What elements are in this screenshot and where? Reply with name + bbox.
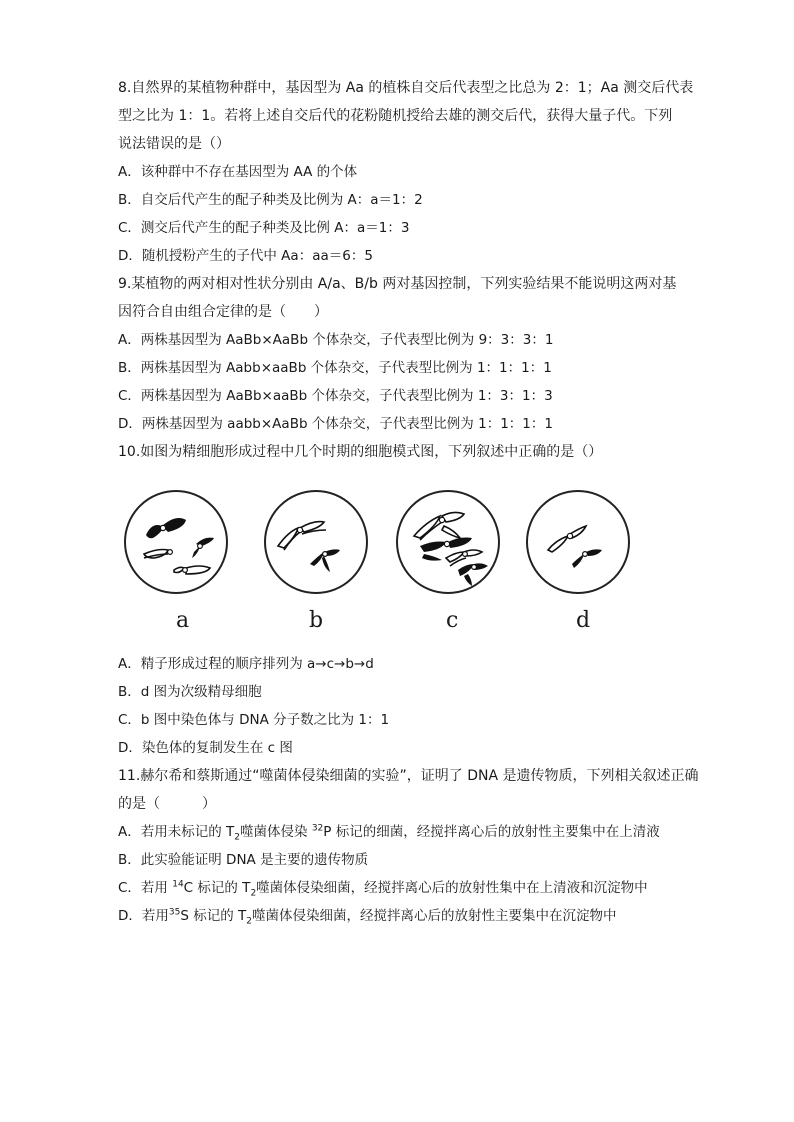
chromosome-d-2 — [572, 549, 602, 568]
chromosome-a-4 — [174, 566, 210, 574]
figure-label-d: d — [576, 608, 591, 633]
q9-option-b: B．两株基因型为 Aabb×aaBb 个体杂交，子代表型比例为 1：1：1：1 — [118, 360, 552, 376]
chromosome-b-2 — [310, 549, 340, 572]
figure-label-b: b — [309, 608, 324, 633]
q10-option-a: A．精子形成过程的顺序排列为 a→c→b→d — [118, 656, 374, 672]
figure-label-a: a — [176, 608, 190, 633]
q11-option-d-text-2: S 标记的 T — [180, 908, 247, 924]
q9-option-a: A．两株基因型为 AaBb×AaBb 个体杂交，子代表型比例为 9：3：3：1 — [118, 332, 554, 348]
cell-c — [397, 491, 499, 593]
q8-option-d: D．随机授粉产生的子代中 Aa：aa＝6：5 — [118, 248, 373, 264]
q9-stem-line-2: 因符合自由组合定律的是（ ） — [118, 304, 328, 320]
chromosome-c-1 — [414, 512, 464, 540]
q10-option-c: C．b 图中染色体与 DNA 分子数之比为 1：1 — [118, 712, 390, 728]
q11-option-d-superscript: 35 — [168, 907, 181, 918]
q11-option-a-text-1: A．若用未标记的 T — [118, 824, 235, 840]
q11-option-c — [118, 878, 648, 898]
q11-stem-line-1: 11.赫尔希和蔡斯通过“噬菌体侵染细菌的实验”，证明了 DNA 是遗传物质，下列相关叙述正确 — [118, 768, 699, 784]
q11-option-b: B．此实验能证明 DNA 是主要的遗传物质 — [118, 852, 369, 868]
q11-option-c-superscript: 14 — [172, 879, 184, 890]
q11-option-c-text-1: C．若用 — [118, 880, 173, 896]
chromosome-d-1 — [548, 526, 586, 552]
q11-option-a-text-2: 噬菌体侵染 — [240, 824, 312, 840]
figure-label-c: c — [446, 608, 459, 633]
chromosome-b-1 — [278, 522, 326, 550]
q11-option-d-subscript: 2 — [246, 916, 252, 927]
q11-stem-line-2: 的是（ ） — [118, 796, 216, 812]
q11-option-a-superscript: 32 — [311, 823, 324, 834]
q9-stem-line-1: 9.某植物的两对相对性状分别由 A/a、B/b 两对基因控制，下列实验结果不能说明这两对基 — [118, 276, 677, 292]
chromosome-a-3 — [192, 538, 214, 558]
q11-option-a — [118, 822, 660, 842]
q8-option-c: C．测交后代产生的配子种类及比例 A：a＝1：3 — [118, 220, 410, 236]
q10-option-d: D．染色体的复制发生在 c 图 — [118, 740, 293, 756]
q8-option-a: A．该种群中不存在基因型为 AA 的个体 — [118, 164, 358, 180]
chromosome-a-1 — [146, 518, 186, 538]
q9-option-d: D．两株基因型为 aabb×AaBb 个体杂交，子代表型比例为 1：1：1：1 — [118, 416, 553, 432]
cell-a — [125, 491, 227, 593]
q11-option-d-text-1: D．若用 — [118, 908, 169, 924]
chromosome-c-4 — [458, 563, 488, 586]
q11-option-c-subscript: 2 — [250, 888, 257, 899]
q11-option-a-subscript: 2 — [234, 832, 241, 843]
q10-option-b: B．d 图为次级精母细胞 — [118, 684, 262, 700]
q9-option-c: C．两株基因型为 AaBb×aaBb 个体杂交，子代表型比例为 1：3：1：3 — [118, 388, 553, 404]
cell-d — [527, 491, 629, 593]
q11-option-a-text-3: P 标记的细菌，经搅拌离心后的放射性主要集中在上清液 — [323, 824, 660, 840]
q11-option-d — [118, 906, 617, 926]
q8-stem-line-2: 型之比为 1：1。若将上述自交后代的花粉随机授给去雄的测交后代，获得大量子代。下列 — [118, 108, 673, 124]
q10-stem-line-1: 10.如图为精细胞形成过程中几个时期的细胞模式图，下列叙述中正确的是（） — [118, 444, 603, 460]
q11-option-c-text-3: 噬菌体侵染细菌，经搅拌离心后的放射性集中在上清液和沉淀物中 — [256, 880, 648, 896]
q8-stem-line-3: 说法错误的是（） — [118, 136, 230, 152]
q8-option-b: B．自交后代产生的配子种类及比例为 A：a＝1：2 — [118, 192, 423, 208]
q8-stem-line-1: 8.自然界的某植物种群中，基因型为 Aa 的植株自交后代表型之比总为 2：1；Aa 测交后代表 — [118, 80, 694, 96]
chromosome-a-2 — [144, 550, 172, 559]
q11-option-c-text-2: C 标记的 T — [183, 880, 251, 896]
q11-option-d-text-3: 噬菌体侵染细菌，经搅拌离心后的放射性主要集中在沉淀物中 — [252, 908, 617, 924]
cell-b — [265, 491, 367, 593]
cell-diagram-figure — [124, 486, 644, 646]
